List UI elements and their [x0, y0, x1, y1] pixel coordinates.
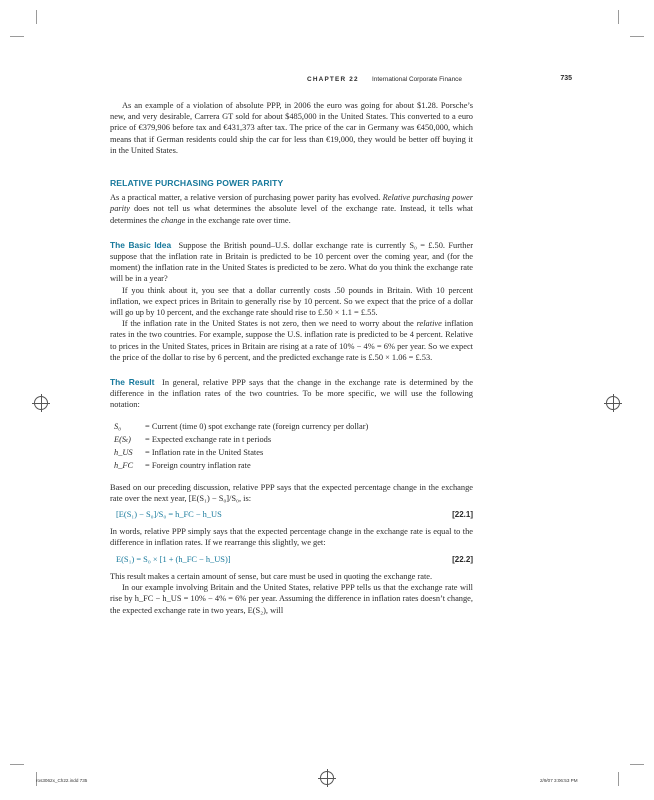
notation-symbol: E(Sₜ)	[114, 434, 131, 444]
section-heading: RELATIVE PURCHASING POWER PARITY	[110, 178, 284, 189]
relative-ppp-text-1: As a practical matter, a relative version of purchasing power parity has evolved.	[110, 193, 381, 203]
words-paragraph: In words, relative PPP simply says that the expected percentage change in the exchange rate is equal to the difference in inflation rates. If we rearrange this slightly, we get:	[110, 527, 473, 548]
basic-idea-text: Suppose the British pound–U.S. dollar exchange rate is currently S₀ = £.50. Further suppose that the inflation rate in Britain is predicted to be 10 percent over the coming year, and (for the moment) the inflation rate in the United States is predicted to be zero. What do you think the exchange rate will be in a year?	[110, 240, 474, 284]
notation-row	[114, 433, 473, 446]
result-heading: The Result	[110, 377, 155, 388]
notation-definition: = Expected exchange rate in t periods	[145, 434, 272, 444]
basic-idea-paragraph	[110, 240, 473, 285]
notation-definition: = Current (time 0) spot exchange rate (foreign currency per dollar)	[145, 421, 369, 431]
notation-symbol: S₀	[114, 421, 122, 431]
crop-mark-top-left-vertical	[36, 10, 37, 24]
inflation-paragraph	[110, 318, 473, 363]
print-timestamp: 2/9/07 3:06:53 PM	[540, 778, 578, 783]
crop-mark-top-left-horizontal	[10, 36, 24, 37]
relative-ppp-paragraph	[110, 192, 473, 226]
change-term: change	[161, 215, 186, 225]
relative-term: relative	[416, 319, 442, 329]
registration-mark-left	[34, 396, 48, 410]
notation-row	[114, 459, 473, 472]
chapter-title: International Corporate Finance	[372, 76, 462, 83]
notation-list	[114, 420, 473, 472]
crop-mark-top-right-vertical	[618, 10, 619, 24]
notation-symbol: h_US	[114, 447, 133, 457]
based-paragraph: Based on our preceding discussion, relative PPP says that the expected percentage change in the exchange rate over the next year, [E(S₁) − S₀]/S₀, is:	[110, 482, 473, 503]
equation-number: [22.2]	[452, 554, 473, 564]
chapter-label: CHAPTER 22	[307, 76, 359, 83]
crop-mark-bottom-right-horizontal	[630, 764, 644, 765]
equation-number: [22.1]	[452, 510, 473, 520]
equation-expression: E(S₁) = S₀ × [1 + (h_FC − h_US)]	[116, 554, 231, 564]
inflation-text-1: If the inflation rate in the United States is not zero, then we need to worry about the	[122, 319, 414, 329]
intro-paragraph: As an example of a violation of absolute PPP, in 2006 the euro was going for about $1.28. Porsche’s new, and very desirable, Carrera GT sold for about $485,000 in the United States. This converted to a euro price of €379,906 before tax and €431,373 after tax. The price of the car in Germany was €450,000, which means that if German residents could ship the car for less than €19,000, they would be better off buying it in the United States.	[110, 101, 473, 155]
result-text: In general, relative PPP says that the change in the exchange rate is determined by the difference in the inflation rates of the two countries. To be more specific, we will use the following notation:	[110, 378, 473, 410]
running-header	[110, 74, 582, 86]
basic-idea-heading: The Basic Idea	[110, 239, 172, 250]
think-paragraph: If you think about it, you see that a dollar currently costs .50 pounds in Britain. With 10 percent inflation, we expect prices in Britain to generally rise by 10 percent. So we expect that the price of a dollar will go up by 10 percent, and the exchange rate should rise to £.50 × 1.1 = £.55.	[110, 285, 473, 318]
notation-definition: = Inflation rate in the United States	[145, 447, 264, 457]
equation-22-2	[116, 554, 473, 565]
equation-22-1	[116, 509, 473, 520]
example-paragraph: In our example involving Britain and the United States, relative PPP tells us that the exchange rate will rise by h_FC − h_US = 10% − 4% = 6% per year. Assuming the difference in inflation rates doesn’t change, the expected exchange rate in two years, E(S₂), will	[110, 583, 473, 615]
notation-symbol: h_FC	[114, 460, 134, 470]
sense-paragraph: This result makes a certain amount of sense, but care must be used in quoting the exchange rate.	[110, 571, 433, 581]
file-slug: ros3062x_Ch22.indd 735	[36, 778, 88, 783]
relative-ppp-term: Relative purchasing power parity	[110, 193, 474, 214]
registration-mark-right	[606, 396, 620, 410]
print-footer	[30, 776, 630, 786]
inflation-text-2: inflation rates in the two countries. For example, suppose the U.S. inflation rate is predicted to be 4 percent. Relative to prices in the United States, prices in Britain are rising at a rate of 10% − 4% = 6% per year. So we expect the price of the dollar to rise by 6 percent, and the predicted exchange rate is £.50 × 1.06 = £.53.	[110, 319, 474, 362]
relative-ppp-text-2: does not tell us what determines the absolute level of the exchange rate. Instead, it tells what determines the	[110, 204, 474, 225]
equation-expression: [E(S₁) − S₀]/S₀ = h_FC − h_US	[116, 510, 222, 520]
notation-row	[114, 420, 473, 433]
crop-mark-top-right-horizontal	[630, 36, 644, 37]
relative-ppp-text-3: in the exchange rate over time.	[187, 215, 291, 225]
page-number: 735	[560, 75, 572, 82]
notation-definition: = Foreign country inflation rate	[145, 460, 251, 470]
result-paragraph	[110, 377, 473, 411]
crop-mark-bottom-left-horizontal	[10, 764, 24, 765]
page-body	[110, 100, 473, 616]
notation-row	[114, 446, 473, 459]
